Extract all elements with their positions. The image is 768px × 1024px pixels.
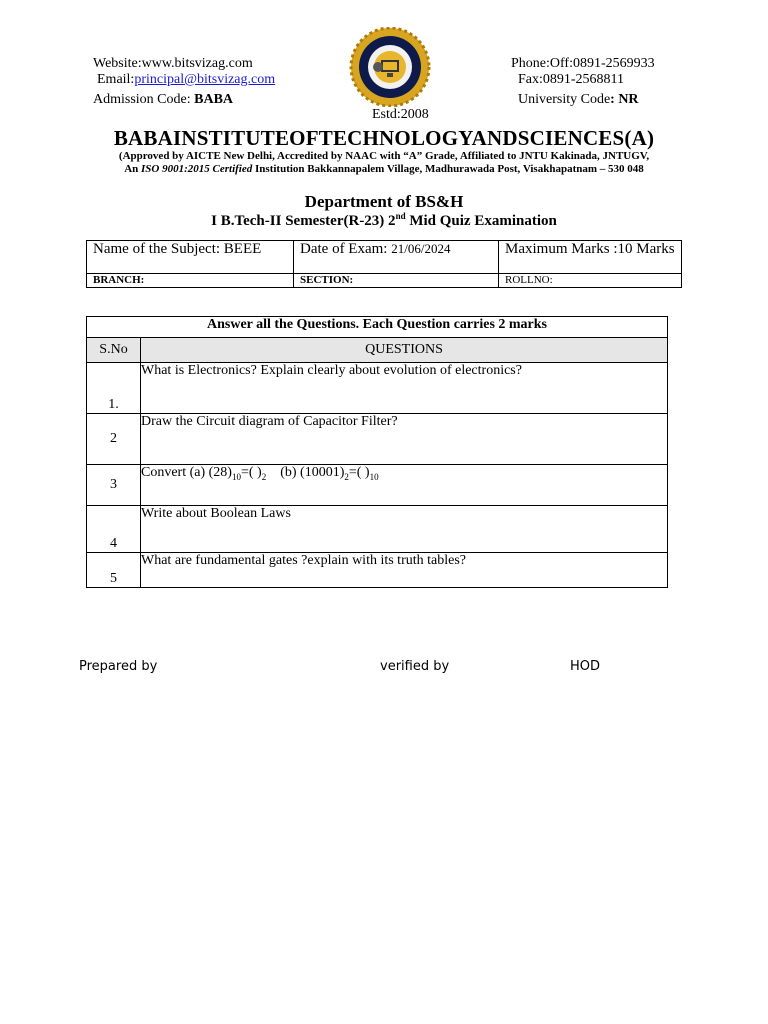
prepared-by: Prepared by [79, 659, 158, 674]
question-text [141, 465, 668, 506]
subscript: 2 [344, 471, 349, 482]
section-cell[interactable]: SECTION: [294, 274, 499, 288]
questions-table [86, 316, 668, 588]
question-number: 2 [87, 414, 141, 465]
institute-name: BABAINSTITUTEOFTECHNOLOGYANDSCIENCES(A) [113, 126, 655, 150]
question-text: Draw the Circuit diagram of Capacitor Filter? [141, 414, 668, 465]
estd-text: Estd:2008 [372, 107, 429, 122]
convert-prefix: Convert (a) (28) [141, 465, 232, 480]
date-cell [294, 241, 499, 274]
exam-title-suffix: Mid Quiz Examination [405, 213, 557, 229]
subscript: 10 [231, 471, 241, 482]
question-text: Write about Boolean Laws [141, 506, 668, 553]
university-value: : NR [610, 92, 639, 107]
rollno-cell[interactable]: ROLLNO: [499, 274, 682, 288]
admission-value: BABA [194, 92, 234, 107]
convert-part-b: (b) (10001) [266, 465, 345, 480]
branch-cell[interactable]: BRANCH: [87, 274, 294, 288]
exam-title-sup: nd [395, 211, 406, 221]
convert-blank: =( ) [348, 465, 370, 480]
exam-title [0, 211, 768, 230]
subscript: 10 [369, 471, 379, 482]
iso-certification: ISO 9001:2015 Certified [141, 163, 253, 175]
email-link[interactable]: principal@bitsvizag.com [134, 72, 276, 87]
subject-cell: Name of the Subject: BEEE [87, 241, 294, 274]
admission-label: Admission Code: [93, 92, 195, 107]
questions-header: QUESTIONS [141, 338, 668, 363]
table-row [87, 414, 668, 465]
max-marks-cell: Maximum Marks :10 Marks [499, 241, 682, 274]
convert-blank: =( ) [240, 465, 262, 480]
question-number: 1. [87, 363, 141, 414]
date-label: Date of Exam: [300, 241, 392, 257]
subscript: 2 [261, 471, 267, 482]
department-title: Department of BS&H [304, 192, 464, 211]
email-line [97, 71, 275, 88]
hod-label: HOD [570, 659, 601, 674]
question-number: 4 [87, 506, 141, 553]
exam-info-table [86, 240, 682, 288]
approval-text [0, 150, 768, 176]
verified-by: verified by [380, 659, 450, 674]
fax-text: Fax:0891-2568811 [518, 72, 625, 87]
admission-code [93, 91, 233, 108]
question-text: What is Electronics? Explain clearly about evolution of electronics? [141, 363, 668, 414]
website-text: Website:www.bitsvizag.com [93, 56, 253, 71]
table-row [87, 465, 668, 506]
approval-line-2 [0, 163, 768, 176]
table-row [87, 506, 668, 553]
sno-header: S.No [87, 338, 141, 363]
university-code [518, 91, 639, 108]
exam-title-prefix: I B.Tech-II Semester(R-23) 2 [211, 213, 396, 229]
approval-suffix: Institution Bakkannapalem Village, Madhurawada Post, Visakhapatnam – 530 048 [252, 163, 644, 175]
email-label: Email: [97, 72, 135, 87]
question-number: 3 [87, 465, 141, 506]
table-row [87, 553, 668, 588]
question-number: 5 [87, 553, 141, 588]
university-label: University Code [518, 92, 611, 107]
phone-text: Phone:Off:0891-2569933 [511, 56, 655, 71]
question-text: What are fundamental gates ?explain with its truth tables? [141, 553, 668, 588]
institute-seal-logo [342, 27, 438, 107]
approval-prefix: An [124, 163, 142, 175]
instruction-heading: Answer all the Questions. Each Question carries 2 marks [87, 317, 668, 338]
date-value: 21/06/2024 [391, 241, 451, 256]
approval-line-1: (Approved by AICTE New Delhi, Accredited by NAAC with “A” Grade, Affiliated to JNTU Kakinada, JNTUGV, [118, 150, 650, 162]
table-row [87, 363, 668, 414]
